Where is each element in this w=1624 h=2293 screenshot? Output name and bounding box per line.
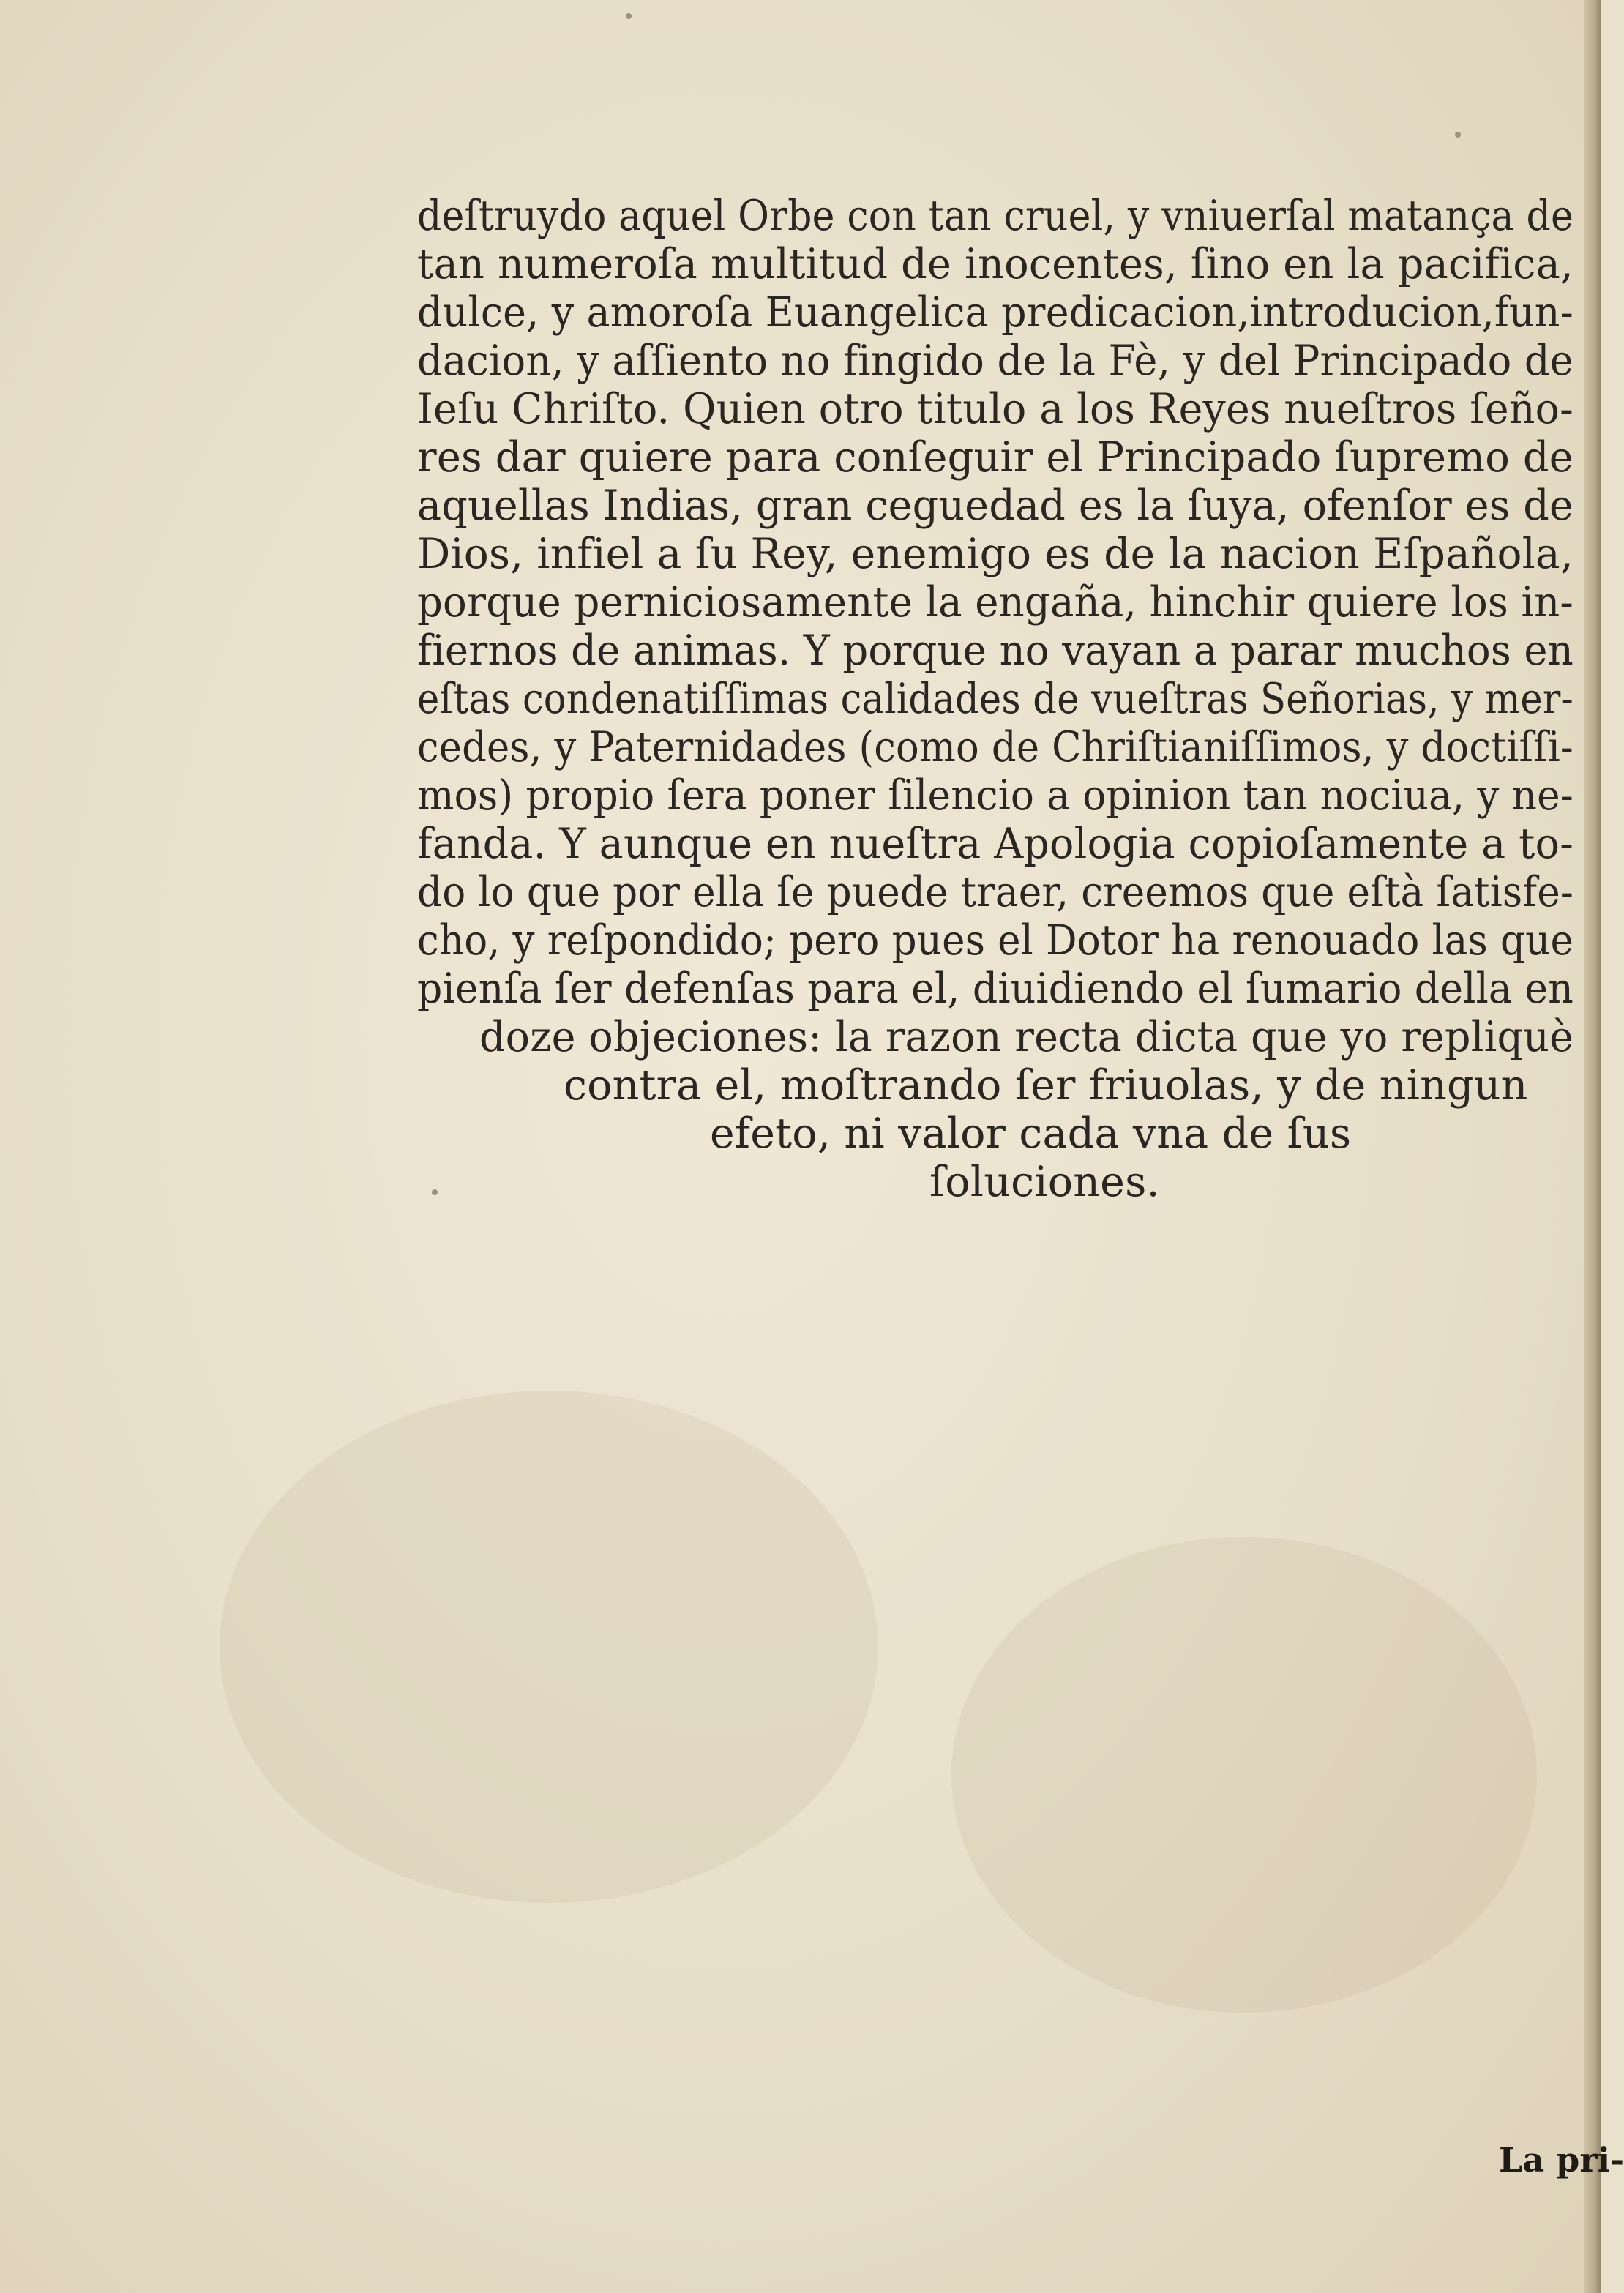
text-line: Ieſu Chriſto. Quien otro titulo a los Reyes nueſtros ſeño- — [417, 385, 1574, 433]
text-line: aquellas Indias, gran ceguedad es la ſuya, ofenſor es de — [417, 482, 1574, 530]
text-line: do lo que por ella ſe puede traer, creemos que eſtà ſatisfe- — [417, 868, 1574, 916]
text-line: Dios, infiel a ſu Rey, enemigo es de la nacion Eſpañola, — [417, 530, 1574, 578]
text-line: cho, y reſpondido; pero pues el Dotor ha renouado las que — [417, 916, 1574, 965]
text-line: eſtas condenatiſſimas calidades de vueſtras Señorias, y mer- — [417, 675, 1574, 723]
text-line: efeto, ni valor cada vna de ſus — [710, 1110, 1352, 1158]
text-line: deſtruydo aquel Orbe con tan cruel, y vniuerſal matança de — [417, 192, 1574, 240]
ink-speck — [432, 1189, 438, 1195]
text-line: mos) propio ſera poner ſilencio a opinion tan nociua, y ne- — [417, 771, 1574, 820]
catchword: La pri- — [1499, 2140, 1624, 2180]
text-line: cedes, y Paternidades (como de Chriſtianiſſimos, y doctiſſi- — [417, 723, 1574, 771]
text-line: tan numeroſa multitud de inocentes, ſino en la pacifica, — [417, 240, 1574, 288]
text-line: dulce, y amoroſa Euangelica predicacion,introducion,fun- — [417, 288, 1574, 337]
paper-stain — [951, 1537, 1537, 2013]
paper-stain — [220, 1391, 878, 1903]
ink-speck — [626, 13, 632, 19]
text-line: fiernos de animas. Y porque no vayan a parar muchos en — [417, 626, 1574, 675]
text-line: ſoluciones. — [929, 1158, 1160, 1206]
text-line: fanda. Y aunque en nueſtra Apologia copioſamente a to- — [417, 820, 1574, 868]
text-line: dacion, y aſſiento no fingido de la Fè, y del Principado de — [417, 337, 1574, 385]
page-edge — [1584, 0, 1601, 2293]
text-line: porque perniciosamente la engaña, hinchir quiere los in- — [417, 578, 1574, 626]
text-line: contra el, moſtrando ſer friuolas, y de ningun — [564, 1061, 1528, 1110]
text-line: pienſa ſer defenſas para el, diuidiendo el ſumario della en — [417, 965, 1574, 1013]
text-line: res dar quiere para conſeguir el Principado ſupremo de — [417, 433, 1574, 482]
text-line: doze objeciones: la razon recta dicta que yo repliquè — [479, 1013, 1574, 1061]
ink-speck — [1455, 132, 1461, 138]
